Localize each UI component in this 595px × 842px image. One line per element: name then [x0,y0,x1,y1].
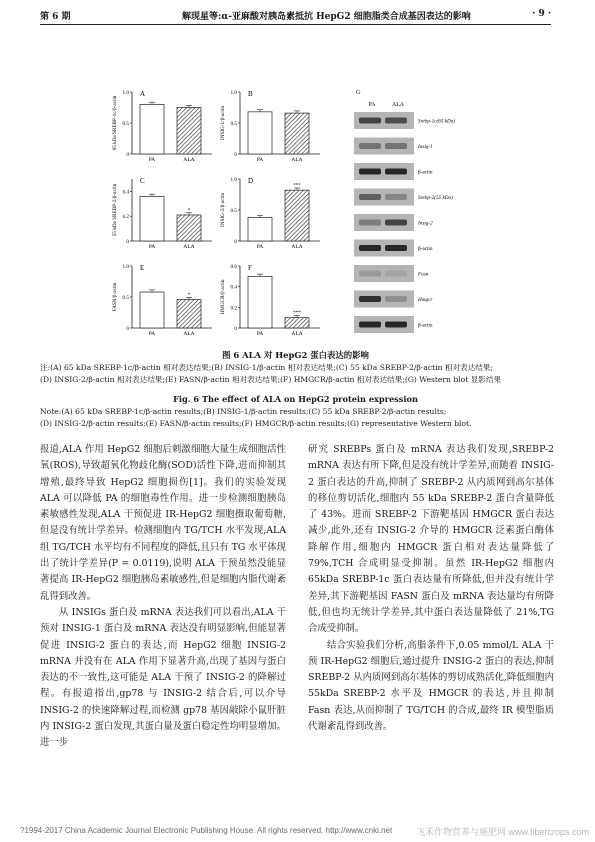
y-axis-label: HMGCR/β-actin [220,279,226,315]
y-tick-label: 0 [234,326,237,332]
issue-number: 第 6 期 [40,12,71,22]
x-tick-label: PA [256,331,264,337]
panel-label: E [140,264,145,272]
y-axis-label: INSIG-1/β-actin [220,105,226,141]
x-tick-label: ALA [183,157,195,163]
bar [140,104,164,154]
bar [248,217,272,241]
figure-title-cn: 图 6 ALA 对 HepG2 蛋白表达的影响 [222,350,369,360]
panel-label: B [248,90,253,98]
figure-note-en [40,406,551,430]
y-tick-label: 0.4 [230,284,237,291]
band [359,220,381,226]
band [385,271,407,277]
x-tick-label: ALA [291,157,303,163]
paragraph: 结合实验我们分析,高脂条件下,0.05 mmol/L ALA 干预 IR-HepG2 细胞后,通过提升 INSIG-2 蛋白的表达,抑制 SREBP-2 从内质网到高尔基体的剪切成熟活化,降低细胞内 55kDa SREBP-2 水平及 HMGCR 的表达,并且抑制 Fasn 表达,从而抑制了 TG/TCH 的合成,最终 IR 模型脂质代谢紊乱得到改善。 [308,639,554,733]
x-tick-label: ALA [291,331,303,337]
significance-marker: * [187,292,191,298]
significance-marker: * [187,208,191,214]
band-label: Hmgcr [418,297,433,303]
x-tick-label: PA [148,157,156,163]
band [385,322,407,328]
bar [285,190,309,241]
y-tick-label: 1.0 [122,90,129,96]
header-rule [40,24,551,25]
band-label: β-actin [418,169,433,176]
figure-note-en-line1: Note:(A) 65 kDa SREBP-1c/β-actin results;(B) INSIG-1/β-actin results;(C) 55 kDa SREBP-2/β-actin results; [40,407,447,416]
band [359,194,381,200]
bar [177,108,201,155]
y-axis-label: FASN/β-actin [112,282,118,312]
running-title: 解现星等:α-亚麻酸对胰岛素抵抗 HepG2 细胞脂类合成基因表达的影响 [182,12,471,22]
panel-label: C [140,177,145,185]
figure-note-cn-line1: 注:(A) 65 kDa SREBP-1c/β-actin 相对表达结果;(B) INSIG-1/β-actin 相对表达结果;(C) 55 kDa SREBP-2/β-actin 相对表达结果; [40,363,494,372]
x-tick-label: ALA [183,331,195,337]
bar [285,318,309,328]
band [359,169,381,175]
x-tick-label: PA [256,244,264,250]
y-tick-label: 1.0 [122,264,129,270]
x-tick-label: PA [256,157,264,163]
copyright-line: ?1994-2017 China Academic Journal Electronic Publishing House. All rights reserved. http://www.cnki.net [20,826,393,835]
band [385,296,407,302]
bar [285,113,309,154]
bar [177,299,201,328]
band [385,220,407,226]
y-tick-label: 0.4 [122,189,129,196]
band [359,322,381,328]
band [359,143,381,149]
y-tick-label: 0.2 [122,214,129,221]
bar [248,112,272,154]
significance-marker: *** [293,183,301,189]
bar [177,215,201,241]
paragraph: 报道,ALA 作用 HepG2 细胞后刺激细胞大量生成细胞活性氧(ROS),导致超氧化物歧化酶(SOD)活性下降,进而抑制其增殖,最终导致 HepG2 细胞损伤[1]。我们的实验发现 ALA 可以降低 PA 的细胞毒性作用。进一步检测细胞胰岛素敏感性发现,ALA 干预促进 IR-HepG2 细胞摄取葡萄糖,但是没有统计学差异。检测细胞内 TG/TCH 水平发现,ALA 组 TG/TCH 水平均有不同程度的降低,且只有 TG 水平体现出了统计学差异(P = 0.0119),说明 ALA 干预虽然没能显著提高 IR-HepG2 细胞胰岛素敏感性,但是细胞内脂代谢紊乱得到改善。 [40,444,286,602]
figure-note-en-line2: (D) INSIG-2/β-actin results;(E) FASN/β-actin results;(F) HMGCR/β-actin results;(G) representative Western blot. [40,419,472,428]
band [385,245,407,251]
running-header [40,7,551,23]
band-label: Fasn [418,271,429,278]
significance-marker: *** [293,310,301,316]
y-tick-label: 1.0 [230,177,237,183]
x-tick-label: ALA [291,244,303,250]
bar [140,292,164,328]
band [385,143,407,149]
panel-label: A [140,90,146,98]
figure-note-cn [40,362,551,386]
band-label: Srebp-1c(65 kDa) [418,118,456,125]
paragraph: 从 INSIGs 蛋白及 mRNA 表达我们可以看出,ALA 干预对 INSIG-1 蛋白及 mRNA 表达没有明显影响,但能显著促进 INSIG-2 蛋白的表达,而 HepG2 细胞 INSIG-2 mRNA 并没有在 ALA 作用下显著升高,出现了基因与蛋白表达的不一致性,这可能是 ALA 干预了 INSIG-2 的降解过程。有报道指出,gp78 与 INSIG-2 结合后,可以介导 INSIG-2 的快速降解过程,而检测 gp78 基因敲除小鼠肝脏内 INSIG-2 蛋白发现,其蛋白量及蛋白稳定性均明显增加。进一步 [40,606,286,749]
band [359,245,381,251]
footer [20,826,589,835]
y-axis-label: 65 kDa SREBP-1c/β-actin [112,95,118,151]
lane-label: PA [368,102,376,108]
y-axis-label: 55 kDa SREBP-2/β-actin [112,183,118,237]
right-column [308,442,554,735]
y-tick-label: 0.5 [230,121,237,127]
band-label: Insig-1 [418,144,433,150]
bar-chart-panels [110,82,335,342]
y-tick-label: 0.2 [230,305,237,312]
bar [140,196,164,241]
y-tick-label: 0 [126,152,129,158]
y-tick-label: 0 [126,239,129,245]
band-label: β-actin [418,322,433,329]
paragraph: 研究 SREBPs 蛋白及 mRNA 表达我们发现,SREBP-2 mRNA 表达有所下降,但是没有统计学差异,而随着 INSIG-2 蛋白表达的升高,抑制了 SREBP-2 从内质网到高尔基体的移位剪切活化,细胞内 55 kDa SREBP-2 蛋白含量降低了 43%。进而 SREBP-2 下游靶基因 HMGCR 蛋白表达减少,此外,还有 INSIG-2 介导的 HMGCR 泛素蛋白酶体降解作用,细胞内 HMGCR 蛋白相对表达量降低了 79%,TCH 合成明显受抑制。虽然 IR-HepG2 细胞内 65kDa SREBP-1c 蛋白表达量有所降低,但并没有统计学差异,其下游靶基因 FASN 蛋白及 mRNA 表达量均有所降低,但也均无统计学差异,其中蛋白表达量降低了 21%,TG 合成受抑制。 [308,444,554,635]
band [359,271,381,277]
page-number: · 9 · [532,9,551,19]
western-blot-panel [350,86,472,346]
lane-label: ALA [392,102,404,108]
band-label: β-actin [418,246,433,252]
x-tick-label: ALA [183,244,195,250]
x-tick-label: PA [148,331,156,337]
left-column [40,442,286,752]
y-tick-label: 0 [234,152,237,158]
y-tick-label: 0 [126,326,129,332]
panel-label: D [248,177,254,185]
y-axis-label: INSIG-2/β-actin [220,192,226,228]
bar [248,276,272,328]
band [359,118,381,124]
figure-title-en: Fig. 6 The effect of ALA on HepG2 protein expression [173,394,418,404]
y-tick-label: 1.0 [230,90,237,96]
band-label: Srebp-2(55 kDa) [418,195,453,201]
y-tick-label: 0.5 [122,295,129,301]
figure-note-cn-line2: (D) INSIG-2/β-actin 相对表达结果;(E) FASN/β-actin 相对表达结果;(F) HMGCR/β-actin 相对表达结果;(G) Western blot 显影结果 [40,375,502,384]
panel-label: F [248,264,252,272]
band [385,169,407,175]
y-tick-label: 0 [234,239,237,245]
y-tick-label: 0.6 [230,264,237,270]
y-tick-label: 0.5 [122,121,129,127]
band [359,296,381,302]
y-tick-label: 0.5 [230,208,237,214]
watermark: 飞禾作物营养与施肥网 www.fibercrops.com [415,827,589,837]
band [385,118,407,124]
band [385,194,407,200]
x-tick-label: PA [148,244,156,250]
panel-label: G [356,89,361,96]
band-label: Insig-2 [418,220,433,227]
